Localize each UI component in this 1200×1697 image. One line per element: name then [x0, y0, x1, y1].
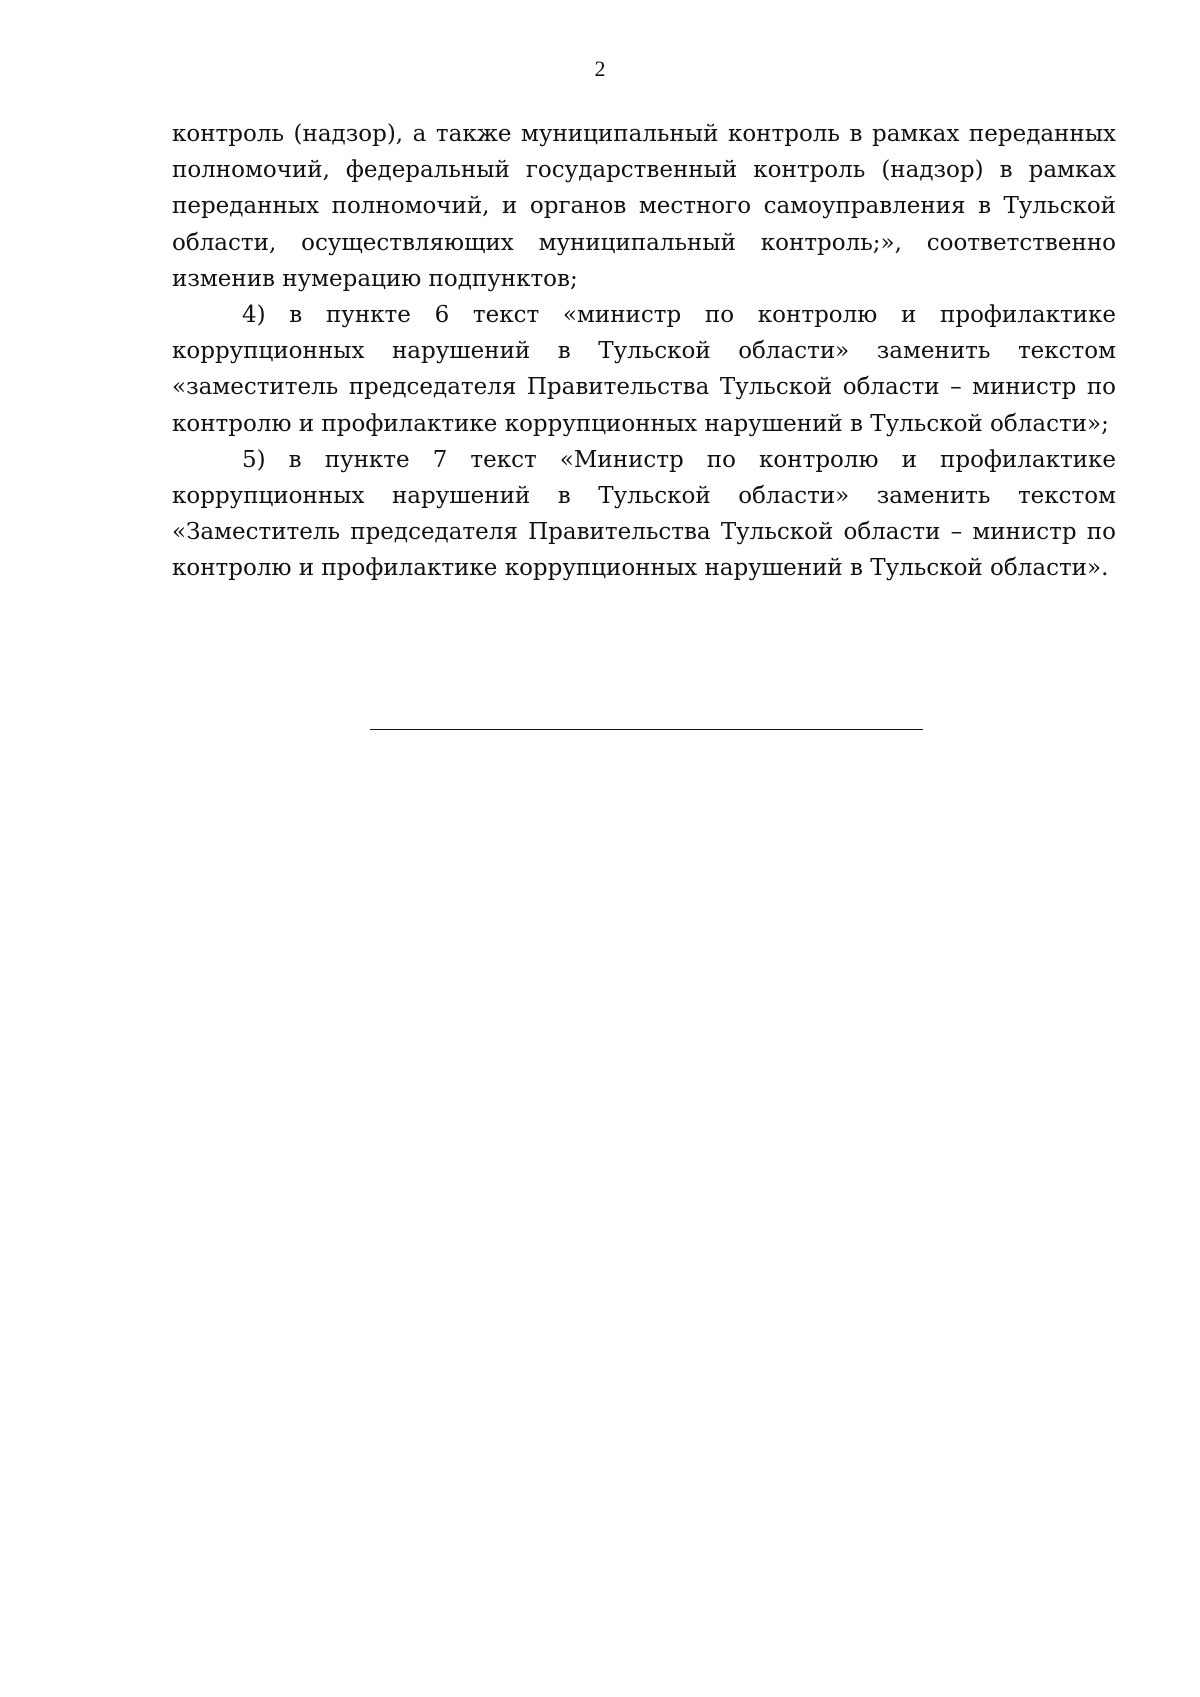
- end-separator-line: [370, 729, 923, 730]
- paragraph-item-4: 4) в пункте 6 текст «министр по контролю и профилактике коррупционных нарушений в Тульской области» заменить текстом «заместитель председателя Правительства Тульской области – министр по контролю и профилактике коррупционных нарушений в Тульской области»;: [172, 302, 1116, 437]
- document-body: [172, 116, 1116, 587]
- paragraph-item-5: 5) в пункте 7 текст «Министр по контролю и профилактике коррупционных нарушений в Тульской области» заменить текстом «Заместитель председателя Правительства Тульской области – министр по контролю и профилактике коррупционных нарушений в Тульской области».: [172, 446, 1116, 582]
- paragraph-continuation: контроль (надзор), а также муниципальный контроль в рамках переданных полномочий, федеральный государственный контроль (надзор) в рамках переданных полномочий, и органов местного самоуправления в Тульской области, осуществляющих муниципальный контроль;», соответственно изменив нумерацию подпунктов;: [172, 121, 1116, 292]
- page-number: 2: [594, 56, 606, 81]
